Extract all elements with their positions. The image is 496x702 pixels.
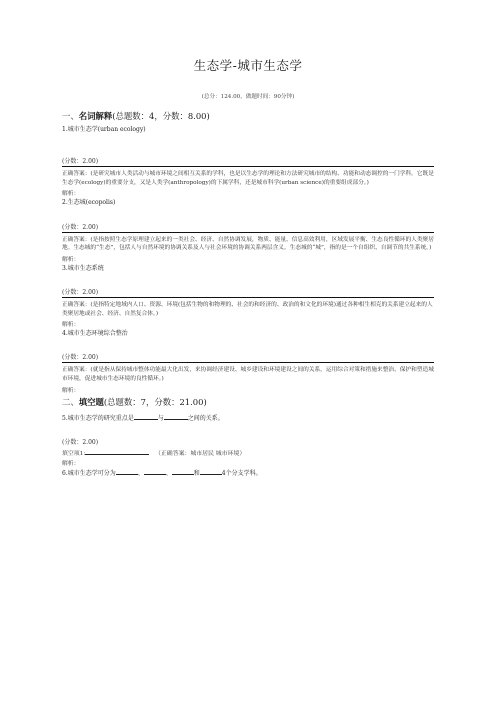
separator: 和	[193, 469, 200, 477]
document-page	[62, 0, 434, 478]
question-4-stem: 4.城市生态环境综合整治	[62, 330, 128, 338]
question-2-stem: 2.生态城(ecopolis)	[62, 199, 116, 207]
document-title: 生态学-城市生态学	[193, 58, 303, 73]
fill-answer-line	[85, 448, 149, 455]
question-5-connector: 与	[157, 414, 164, 422]
section-heading-2	[62, 396, 434, 408]
question-1-answer: 正确答案：(是研究城市人类活动与城市环境之间相互关系的学科，也是以生态学的理论和方法研究城市的结构、功能和动态调控的一门学科。它既是生态学(ecology)的重要分支，又是人类学(anthropology)的下属学科，还是城市科学(urban science)的重要组成部分。)	[62, 171, 434, 186]
section-heading-1	[62, 110, 434, 122]
question-4-answer: 正确答案：(就是指从保持城市整体功能最大化出发，来协调经济建设、城乡建设和环境建设之间的关系，运用综合对策和措施来整治、保护和塑造城市环境，促进城市生态环境的良性循环。)	[62, 367, 434, 382]
question-5-score: (分数：2.00)	[62, 438, 99, 446]
question-2-score: (分数：2.00)	[62, 223, 99, 231]
question-5-stem-end: 之间的关系。	[187, 414, 224, 422]
question-5-fill-row	[62, 448, 434, 457]
section-name: 填空题	[78, 396, 104, 407]
question-6-stem	[62, 468, 434, 478]
fill-blank	[164, 413, 188, 420]
question-6-stem-end: 4个分支学科。	[221, 469, 262, 477]
question-1-score: (分数：2.00)	[62, 158, 99, 166]
answer-divider	[62, 166, 434, 167]
question-2-analysis: 解析：	[62, 256, 80, 263]
question-5-stem-start: 5.城市生态学的研究重点是	[62, 414, 134, 422]
question-5-stem	[62, 413, 434, 423]
fill-answer: （正确答案：城市居民 城市环境）	[155, 450, 246, 457]
question-3-score: (分数：2.00)	[62, 288, 99, 296]
exam-meta: (总分：124.00，做题时间：90分钟)	[201, 94, 295, 100]
question-4-analysis: 解析：	[62, 387, 80, 394]
question-1-analysis: 解析：	[62, 191, 80, 198]
question-3-stem: 3.城市生态系统	[62, 264, 104, 272]
fill-blank	[172, 468, 194, 475]
answer-divider	[62, 362, 434, 363]
fill-blank	[134, 413, 158, 420]
question-3-analysis: 解析：	[62, 322, 80, 329]
fill-blank	[116, 468, 138, 475]
fill-label: 填空项1:	[62, 450, 86, 457]
section-name: 名词解释	[78, 111, 113, 121]
answer-divider	[62, 232, 434, 233]
question-3-answer: 正确答案：(是指特定地域内人口、资源、环境(包括生物的和物理的、社会的和经济的、政治的和文化的环境)通过各种相生相克的关系建立起来的人类聚居地或社会、经济、自然复合体。)	[62, 301, 433, 317]
section-info: (总题数：4，分数：8.00)	[112, 111, 210, 121]
section-number: 一、	[62, 111, 79, 121]
separator: 、	[165, 469, 172, 477]
question-5-analysis: 解析：	[62, 460, 80, 467]
question-1-stem: 1.城市生态学(urban ecology)	[62, 126, 146, 133]
section-info: (总题数：7，分数：21.00)	[103, 396, 207, 407]
question-6-stem-start: 6.城市生态学可分为	[62, 469, 116, 477]
question-4-score: (分数：2.00)	[62, 354, 99, 362]
section-number: 二、	[62, 396, 79, 407]
question-2-answer: 正确答案：(是指按照生态学原理建立起来的一类社会、经济、自然协调发展，物质、能量、信息高效利用，区域发展平衡、生态良性循环的人类聚居地。生态城的“生态”，包括人与自然环境的协调关系及人与社会环境的协调关系两层含义。生态城的“城”，指的是一个自组织、自调节的共生系统。)	[62, 236, 434, 252]
fill-blank	[200, 468, 222, 475]
separator: 、	[137, 469, 144, 477]
answer-divider	[62, 297, 434, 298]
fill-blank	[144, 468, 166, 475]
